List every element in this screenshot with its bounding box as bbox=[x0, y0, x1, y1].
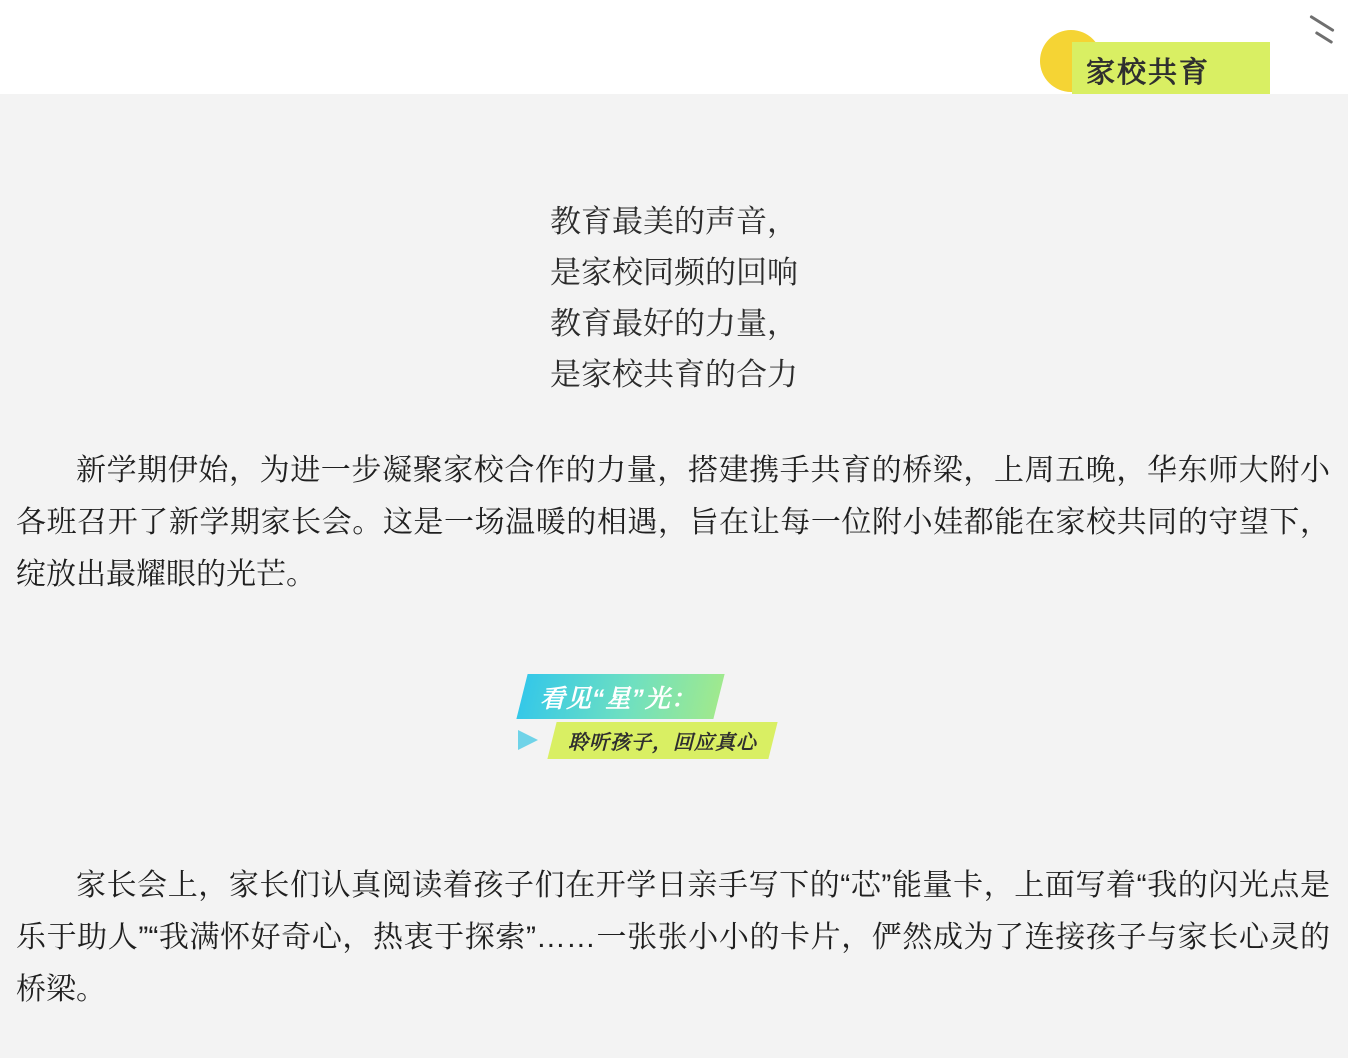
poem-line: 是家校同频的回响 bbox=[550, 255, 798, 290]
triangle-arrow-icon bbox=[518, 730, 538, 750]
poem-line: 是家校共育的合力 bbox=[550, 357, 798, 392]
intro-paragraph: 新学期伊始，为进一步凝聚家校合作的力量，搭建携手共育的桥梁，上周五晚，华东师大附小各班召开了新学期家长会。这是一场温暖的相遇，旨在让每一位附小娃都能在家校共同的守望下，绽放出最耀眼的光芒。 bbox=[16, 454, 1330, 591]
section-subtitle-banner bbox=[547, 722, 777, 759]
article-body bbox=[0, 94, 1348, 1058]
poem-line: 教育最美的声音， bbox=[550, 204, 798, 239]
section-title-banner bbox=[516, 674, 724, 719]
corner-stripes-icon bbox=[1300, 18, 1340, 60]
poem-line: 教育最好的力量， bbox=[550, 306, 798, 341]
section-heading bbox=[0, 674, 1348, 784]
badge-label: 家校共育 bbox=[1086, 57, 1211, 89]
header-strip bbox=[0, 0, 1348, 94]
section-body-paragraph: 家长会上，家长们认真阅读着孩子们在开学日亲手写下的“芯”能量卡，上面写着“我的闪光点是乐于助人”“我满怀好奇心，热衷于探索”……一张张小小的卡片，俨然成为了连接孩子与家长心灵的桥梁。 bbox=[16, 869, 1330, 1006]
header-badge bbox=[1040, 12, 1280, 89]
section-subtitle-text: 聆听孩子，回应真心 bbox=[568, 732, 757, 754]
section-title-text: 看见“星”光： bbox=[540, 684, 698, 713]
poem-block bbox=[0, 196, 1348, 400]
